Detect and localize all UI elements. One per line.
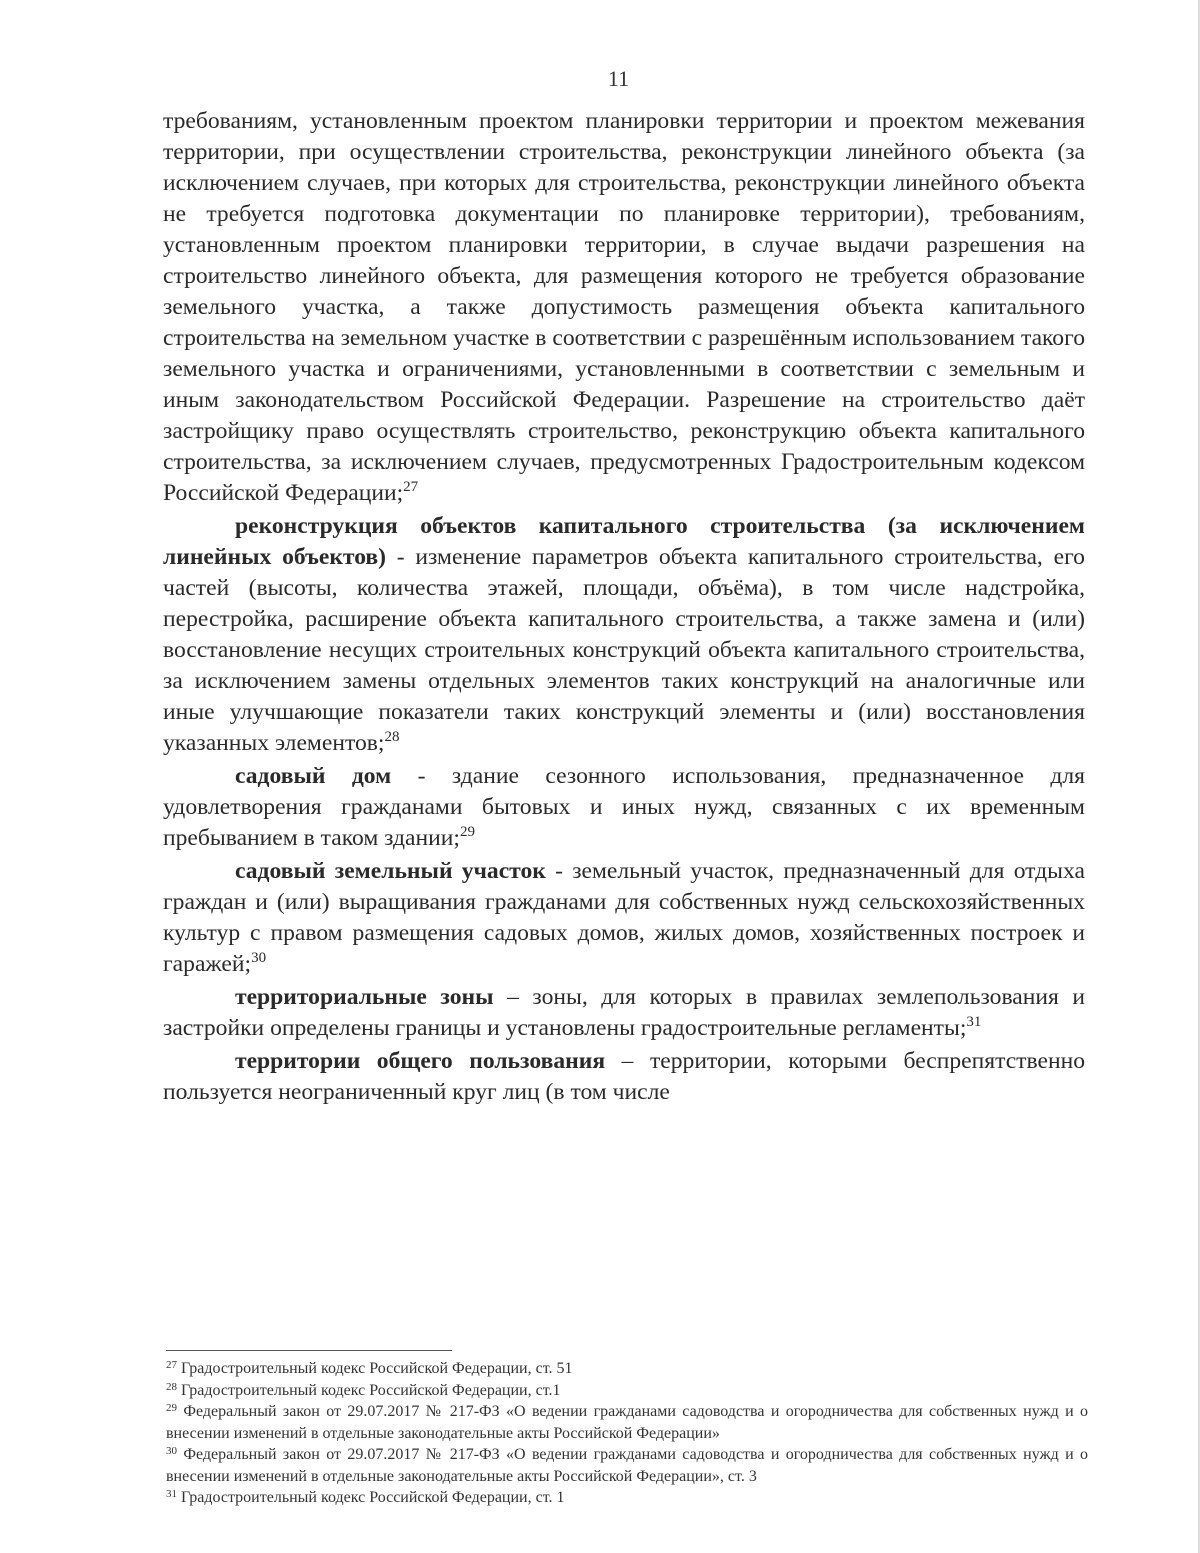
footnote bbox=[166, 1487, 1088, 1509]
definition-text: – зоны, для которых в правилах землепользования и застройки определены границы и установлены градостроительные регламенты; bbox=[163, 984, 1085, 1041]
footnote-ref: 28 bbox=[384, 729, 400, 745]
footnote-number: 31 bbox=[166, 1488, 177, 1500]
definition-public-territories bbox=[163, 1046, 1085, 1108]
definition-term: садовый земельный участок bbox=[235, 858, 546, 884]
footnote-text: Градостроительный кодекс Российской Федерации, ст. 51 bbox=[177, 1360, 573, 1377]
footnote-text: Градостроительный кодекс Российской Федерации, ст.1 bbox=[177, 1381, 561, 1399]
footnote-separator bbox=[166, 1350, 452, 1351]
footnote-number: 28 bbox=[166, 1380, 177, 1393]
page-number: 11 bbox=[607, 66, 630, 91]
footnote-ref: 30 bbox=[251, 950, 267, 966]
footnote bbox=[166, 1358, 1088, 1380]
footnote-ref: 31 bbox=[966, 1014, 982, 1030]
footnote-text: Градостроительный кодекс Российской Федерации, ст. 1 bbox=[177, 1489, 565, 1506]
document-body bbox=[163, 106, 1085, 1108]
definition-term: реконструкция объектов капитального строительства (за исключением линейных объектов) bbox=[163, 513, 1085, 570]
definition-text: - земельный участок, предназначенный для отдыха граждан и (или) выращивания гражданами для собственных нужд сельскохозяйственных культур с правом размещения садовых домов, жилых домов, хозяйственных построек и гаражей; bbox=[163, 858, 1085, 977]
footnote-number: 27 bbox=[166, 1359, 177, 1371]
footnote-ref: 29 bbox=[459, 824, 475, 840]
footnotes bbox=[166, 1358, 1088, 1509]
definition-garden-plot bbox=[163, 856, 1085, 980]
footnote-text: Федеральный закон от 29.07.2017 № 217-ФЗ «О ведении гражданами садоводства и огородничества для собственных нужд и о внесении изменений в отдельные законодательные акты Российской Федерации», ст. 3 bbox=[166, 1446, 1088, 1485]
footnote bbox=[166, 1444, 1088, 1487]
definition-text: - здание сезонного использования, предназначенное для удовлетворения гражданами бытовых и иных нужд, связанных с их временным пребыванием в таком здании; bbox=[163, 763, 1085, 851]
definition-term: территории общего пользования bbox=[235, 1048, 606, 1074]
paragraph-continuation bbox=[163, 106, 1085, 509]
footnote-number: 29 bbox=[166, 1402, 177, 1414]
definition-garden-house bbox=[163, 761, 1085, 854]
footnote-ref: 27 bbox=[403, 479, 419, 495]
definition-term: территориальные зоны bbox=[235, 984, 494, 1010]
definition-territorial-zones bbox=[163, 982, 1085, 1044]
footnote bbox=[166, 1401, 1088, 1444]
definition-text: – территории, которыми беспрепятственно пользуется неограниченный круг лиц (в том числе bbox=[163, 1048, 1085, 1105]
footnote bbox=[166, 1380, 1088, 1402]
footnote-text: Федеральный закон от 29.07.2017 № 217-ФЗ «О ведении гражданами садоводства и огородничества для собственных нужд и о внесении изменений в отдельные законодательные акты Российской Федерации» bbox=[166, 1403, 1088, 1442]
definition-text: - изменение параметров объекта капитального строительства, его частей (высоты, количества этажей, площади, объёма), в том числе надстройка, перестройка, расширение объекта капитального строительства, а также замена и (или) восстановление несущих строительных конструкций объекта капитального строительства, за исключением замены отдельных элементов таких конструкций на аналогичные или иные улучшающие показатели таких конструкций элементы и (или) восстановления указанных элементов; bbox=[163, 544, 1085, 756]
footnote-number: 30 bbox=[166, 1445, 177, 1457]
definition-reconstruction bbox=[163, 511, 1085, 759]
definition-term: садовый дом bbox=[235, 763, 392, 789]
paragraph-text: требованиям, установленным проектом планировки территории и проектом межевания территории, при осуществлении строительства, реконструкции линейного объекта (за исключением случаев, при которых для строительства, реконструкции линейного объекта не требуется подготовка документации по планировке территории), требованиям, установленным проектом планировки территории, в случае выдачи разрешения на строительство линейного объекта, для размещения которого не требуется образование земельного участка, а также допустимость размещения объекта капитального строительства на земельном участке в соответствии с разрешённым использованием такого земельного участка и ограничениями, установленными в соответствии с земельным и иным законодательством Российской Федерации. Разрешение на строительство даёт застройщику право осуществлять строительство, реконструкцию объекта капитального строительства, за исключением случаев, предусмотренных Градостроительным кодексом Российской Федерации; bbox=[163, 108, 1085, 506]
